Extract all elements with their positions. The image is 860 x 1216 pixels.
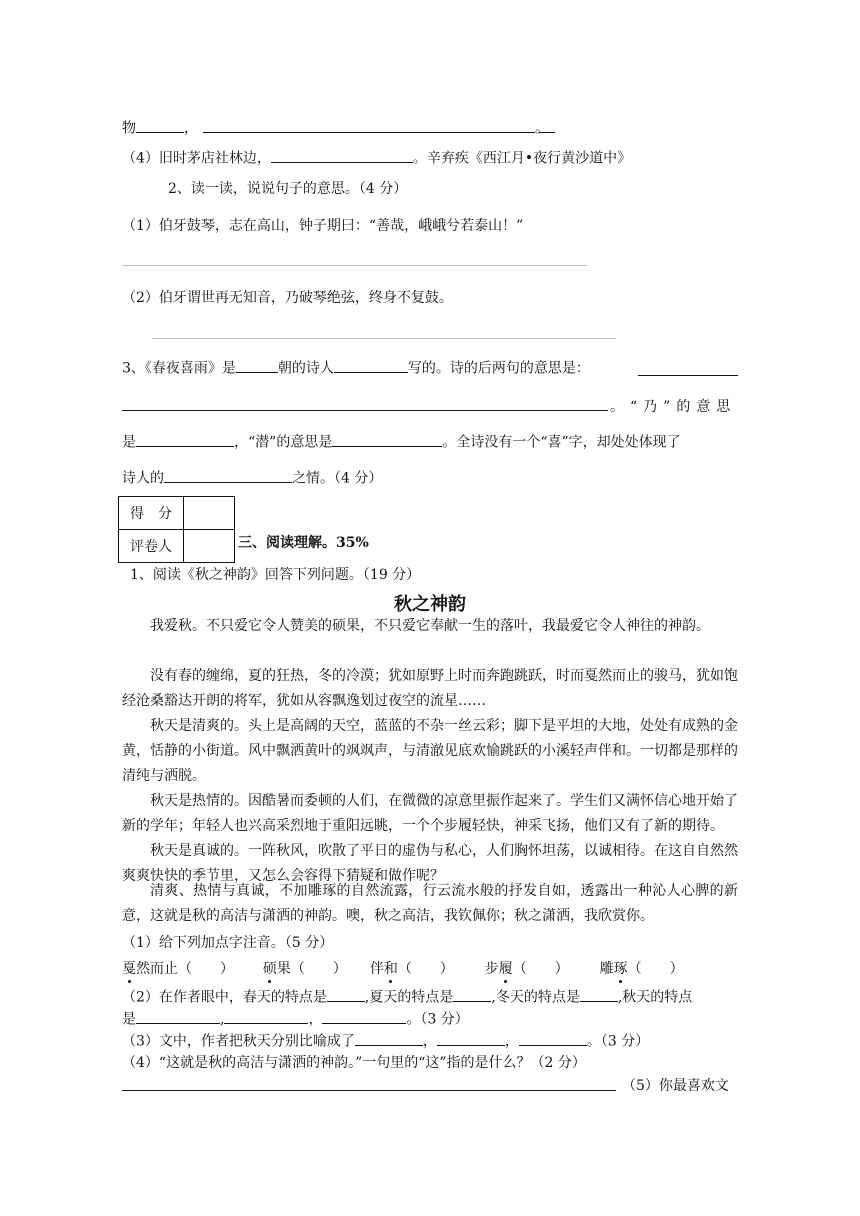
question-2-line-1: （2）在作者眼中，春天的特点是 ,夏天的特点是 ,冬天的特点是 ,秋天的特点 xyxy=(122,986,692,1007)
grader-cell[interactable] xyxy=(184,530,235,563)
wu-end: 。 xyxy=(535,120,549,137)
poem-line-wu xyxy=(122,117,198,138)
q2-heading: 2、读一读，说说句子的意思。（4 分） xyxy=(168,181,408,197)
answer-blank[interactable] xyxy=(355,1030,423,1046)
answer-blank[interactable] xyxy=(327,986,365,1002)
answer-blank[interactable] xyxy=(203,117,535,133)
answer-line[interactable] xyxy=(122,265,587,266)
answer-blank[interactable] xyxy=(453,986,491,1002)
poem-item-4 xyxy=(122,147,631,168)
passage-paragraph: 秋天是热情的。因酷暑而委顿的人们，在微微的凉意里振作起来了。学生们又满怀信心地开始了新的学年；年轻人也兴高采烈地于重阳远眺，一个个步履轻快，神采飞扬，他们又有了新的期待。 xyxy=(122,793,738,834)
q3-a: 3、《春夜喜雨》是 xyxy=(122,360,236,377)
underline-tail xyxy=(539,132,555,133)
answer-blank[interactable] xyxy=(136,1008,220,1024)
passage-paragraph: 秋天是清爽的。头上是高阔的天空，蓝蓝的不杂一丝云彩；脚下是平坦的大地，处处有成熟的金黄，恬静的小街道。风中飘洒黄叶的飒飒声，与清澈见底欢愉跳跃的小溪轻声伴和。一切都是那样的清纯与洒脱。 xyxy=(122,718,738,784)
answer-blank[interactable] xyxy=(122,1090,616,1091)
passage-paragraph: 秋天是真诚的。一阵秋风，吹散了平日的虚伪与私心，人们胸怀坦荡，以诚相待。在这自自然然爽爽快快的季节里，又怎么会容得下猜疑和做作呢？ xyxy=(122,843,738,884)
answer-blank[interactable] xyxy=(519,1030,587,1046)
grader-label: 评卷人 xyxy=(119,530,184,563)
answer-blank[interactable] xyxy=(334,357,408,373)
question-2-line-2: 是 , ， 。（3 分） xyxy=(122,1008,469,1029)
reading-intro: 1、阅读《秋之神韵》回答下列问题。（19 分） xyxy=(130,567,421,583)
q3-line-4 xyxy=(122,467,382,488)
score-table xyxy=(118,496,235,563)
q3-d: 。“乃”的意思 xyxy=(610,399,737,415)
answer-blank[interactable] xyxy=(580,986,618,1002)
question-3: （3）文中，作者把秋天分别比喻成了 ， ， 。（3 分） xyxy=(122,1030,649,1051)
answer-blank[interactable] xyxy=(164,467,292,483)
wu-char: 物 xyxy=(122,120,136,137)
answer-blank[interactable] xyxy=(136,117,184,133)
pinyin-item: 雕琢（ ） xyxy=(599,961,684,977)
answer-line[interactable] xyxy=(152,338,616,339)
pinyin-item: 伴和（ ） xyxy=(369,961,454,977)
answer-blank[interactable] xyxy=(437,1030,505,1046)
item4-prefix: （4）旧时茅店社林边， xyxy=(122,150,271,167)
score-label: 得 分 xyxy=(119,497,184,530)
q3-e: 是 xyxy=(122,434,136,451)
question-4: （4）“这就是秋的高洁与潇洒的神韵。”一句里的“这”指的是什么？（2 分） xyxy=(122,1055,586,1071)
answer-blank[interactable] xyxy=(236,357,278,373)
q3-i: 之情。（4 分） xyxy=(292,470,383,487)
section-heading: 三、阅读理解。35% xyxy=(238,535,369,551)
q3-h: 诗人的 xyxy=(122,470,164,487)
item4-suffix: 。辛弃疾《西江月•夜行黄沙道中》 xyxy=(412,150,632,167)
answer-blank[interactable] xyxy=(122,410,608,411)
pinyin-item: 硕果（ ） xyxy=(262,961,347,977)
pinyin-item: 步履（ ） xyxy=(484,961,569,977)
score-cell[interactable] xyxy=(184,497,235,530)
answer-blank[interactable] xyxy=(224,1008,308,1024)
q3-line-1 xyxy=(122,357,590,378)
q2-sentence-1: （1）伯牙鼓琴，志在高山，钟子期曰：“善哉，峨峨兮若泰山！” xyxy=(122,218,524,234)
pinyin-item: 戛然而止（ ） xyxy=(122,961,234,977)
passage-title: 秋之神韵 xyxy=(394,594,466,615)
q2-sentence-2: （2）伯牙谓世再无知音，乃破琴绝弦，终身不复鼓。 xyxy=(122,290,453,306)
q3-g: 。全诗没有一个“喜”字，却处处体现了 xyxy=(442,434,681,451)
q3-f: ，“潜”的意思是 xyxy=(234,434,333,451)
question-1: （1）给下列加点字注音。（5 分） xyxy=(122,935,334,951)
passage-paragraph: 没有春的缠绵，夏的狂热，冬的冷漠；犹如原野上时而奔跑跳跃，时而戛然而止的骏马，犹如饱经沧桑豁达开朗的将军，犹如从容飘逸划过夜空的流星…… xyxy=(122,668,738,709)
answer-blank[interactable] xyxy=(638,375,738,376)
answer-blank[interactable] xyxy=(271,147,413,163)
answer-blank[interactable] xyxy=(332,431,442,447)
passage-paragraph: 清爽、热情与真诚，不加雕琢的自然流露，行云流水般的抒发自如，透露出一种沁人心脾的新意，这就是秋的高洁与潇洒的神韵。噢，秋之高洁，我钦佩你；秋之潇洒，我欣赏你。 xyxy=(122,883,738,924)
pinyin-row xyxy=(122,958,684,978)
passage-paragraph: 我爱秋。不只爱它令人赞美的硕果，不只爱它奉献一生的落叶，我最爱它令人神往的神韵。 xyxy=(150,618,710,634)
answer-blank[interactable] xyxy=(322,1008,406,1024)
answer-blank[interactable] xyxy=(136,431,234,447)
wu-comma: ， xyxy=(184,120,198,137)
q3-line-3 xyxy=(122,431,681,452)
q3-b: 朝的诗人 xyxy=(277,360,334,377)
q3-c: 写的。诗的后两句的意思是： xyxy=(407,360,590,377)
poem-line-wu-blank xyxy=(203,117,549,138)
question-5-start: （5）你最喜欢文 xyxy=(622,1078,729,1094)
